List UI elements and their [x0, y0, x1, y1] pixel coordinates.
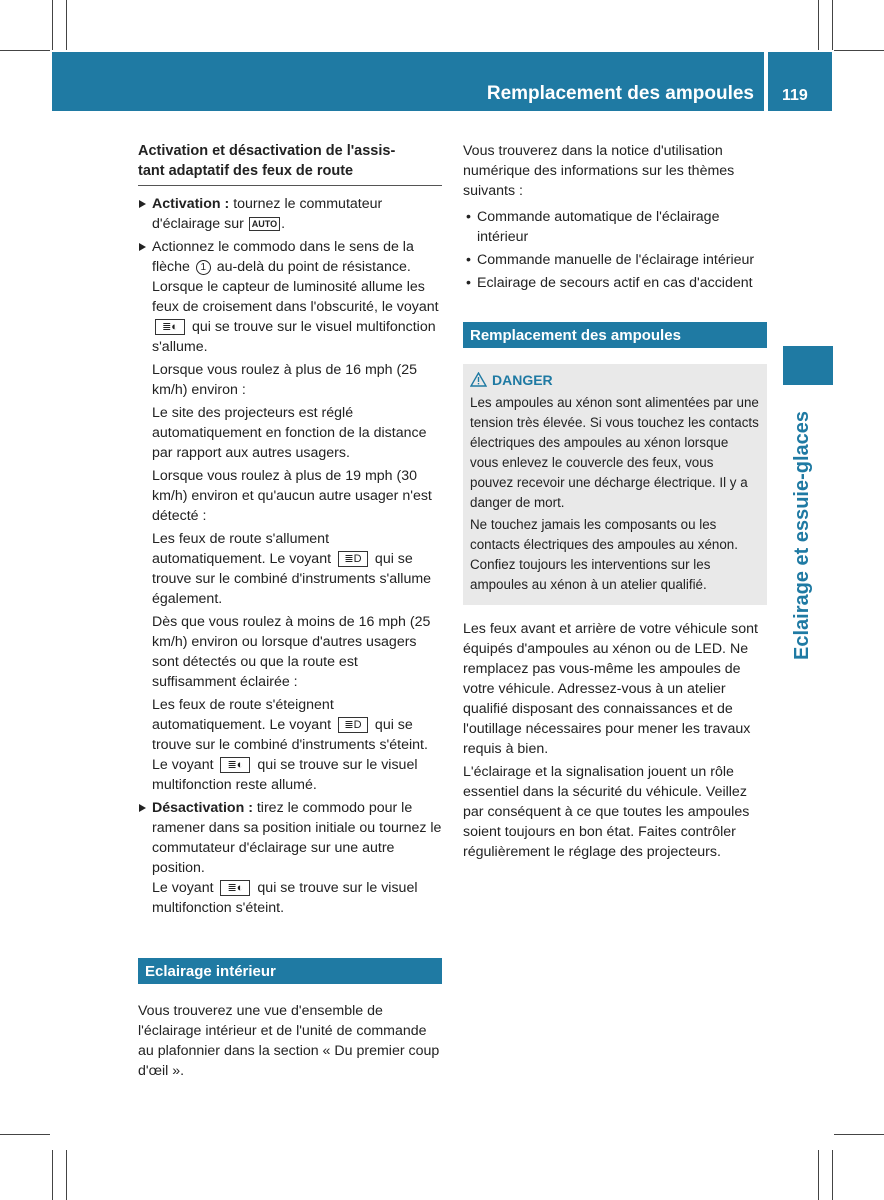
- paragraph: Vous trouverez dans la notice d'utilisation numérique des informations sur les thèmes suivants :: [463, 143, 735, 199]
- section-bar-bulb-replacement: Remplacement des ampoules: [463, 322, 767, 348]
- crop-mark: [818, 0, 819, 50]
- crop-mark: [818, 1150, 819, 1200]
- adaptive-high-beam-icon: ≣◐: [155, 319, 185, 335]
- step-deactivation: Désactivation : tirez le commodo pour le ramener dans sa position initiale ou tournez le commutateur d'éclairage sur une autre position. Le voyant ≣◐ qui se trouve sur le visuel multifonction s'éteint.: [138, 798, 442, 918]
- auto-key-icon: AUTO: [249, 217, 280, 231]
- page-number-box: [768, 52, 832, 111]
- list-item: • Commande automatique de l'éclairage intérieur: [463, 207, 767, 247]
- crop-mark: [832, 0, 833, 50]
- crop-mark: [52, 1150, 53, 1200]
- chapter-tab: [783, 346, 833, 385]
- section-heading: Activation et désactivation de l'assis- tant adaptatif des feux de route: [138, 141, 442, 186]
- paragraph: Dès que vous roulez à moins de 16 mph (25 km/h) environ ou lorsque d'autres usagers sont détectés ou que la route est suffisamment éclairée :: [152, 614, 431, 690]
- chapter-label: Eclairage et essuie-glaces: [791, 410, 813, 660]
- page-title: Remplacement des ampoules: [486, 83, 754, 104]
- crop-mark: [832, 1150, 833, 1200]
- crop-mark: [834, 50, 884, 51]
- adaptive-high-beam-icon: ≣◐: [220, 757, 250, 773]
- paragraph: Vous trouverez une vue d'ensemble de l'éclairage intérieur et de l'unité de commande au plafonnier dans la section « Du premier coup d'œil ».: [138, 1003, 440, 1079]
- step-lever: Actionnez le commodo dans le sens de la flèche 1 au-delà du point de résistance. Lorsque le capteur de luminosité allume les feux de croisement dans l'obscurité, le voyant ≣◐ qui se trouve sur le visuel multifonction s'allume.: [138, 237, 442, 357]
- section-bar-interior-lighting: Eclairage intérieur: [138, 958, 442, 984]
- left-column: [138, 141, 442, 1084]
- crop-mark: [66, 1150, 67, 1200]
- danger-box: [463, 364, 767, 605]
- crop-mark: [834, 1134, 884, 1135]
- header-bar: [52, 52, 764, 111]
- danger-text: Les ampoules au xénon sont alimentées par une tension très élevée. Si vous touchez les contacts électriques des ampoules au xénon lorsque vous enlevez le couvercle des feux, vous pouvez recevoir une décharge électrique. Il y a danger de mort.: [470, 395, 759, 510]
- paragraph: Les feux de route s'allument automatiquement. Le voyant ≣D qui se trouve sur le combiné d'instruments s'allume également.: [152, 531, 432, 607]
- paragraph: Les feux avant et arrière de votre véhicule sont équipés d'ampoules au xénon ou de LED. Ne remplacez pas vous-même les ampoules de votre véhicule. Adressez-vous à un atelier qualifié disposant des connaissances et de l'outillage nécessaires pour mener les travaux requis à bien.: [463, 621, 758, 757]
- crop-mark: [0, 50, 50, 51]
- adaptive-high-beam-icon: ≣◐: [220, 880, 250, 896]
- high-beam-icon: ≣D: [338, 551, 368, 567]
- list-item: • Commande manuelle de l'éclairage intérieur: [463, 250, 767, 270]
- crop-mark: [0, 1134, 50, 1135]
- paragraph: L'éclairage et la signalisation jouent un rôle essentiel dans la sécurité du véhicule. Veillez par conséquent à ce que toutes les ampoules soient toujours en bon état. Faites contrôler régulièrement le réglage des projecteurs.: [463, 764, 750, 860]
- danger-heading: DANGER: [470, 370, 760, 390]
- paragraph: Lorsque vous roulez à plus de 16 mph (25 km/h) environ :: [152, 362, 417, 398]
- arrow-marker-icon: 1: [196, 260, 211, 275]
- warning-triangle-icon: [470, 372, 487, 387]
- right-column: [463, 141, 767, 865]
- danger-text: Ne touchez jamais les composants ou les contacts électriques des ampoules au xénon. Confiez toujours les interventions sur les ampoules au xénon à un atelier qualifié.: [470, 517, 738, 592]
- crop-mark: [66, 0, 67, 50]
- crop-mark: [52, 0, 53, 50]
- step-activation: Activation : tournez le commutateur d'éclairage sur AUTO .: [138, 194, 442, 234]
- high-beam-icon: ≣D: [338, 717, 368, 733]
- paragraph: Lorsque vous roulez à plus de 19 mph (30 km/h) environ et qu'aucun autre usager n'est détecté :: [152, 468, 432, 524]
- paragraph: Les feux de route s'éteignent automatiquement. Le voyant ≣D qui se trouve sur le combiné d'instruments s'éteint. Le voyant ≣◐ qui se trouve sur le visuel multifonction reste allumé.: [152, 697, 428, 793]
- page-number: 119: [782, 87, 808, 104]
- list-item: • Eclairage de secours actif en cas d'accident: [463, 273, 767, 293]
- paragraph: Le site des projecteurs est réglé automatiquement en fonction de la distance par rapport aux autres usagers.: [152, 405, 427, 461]
